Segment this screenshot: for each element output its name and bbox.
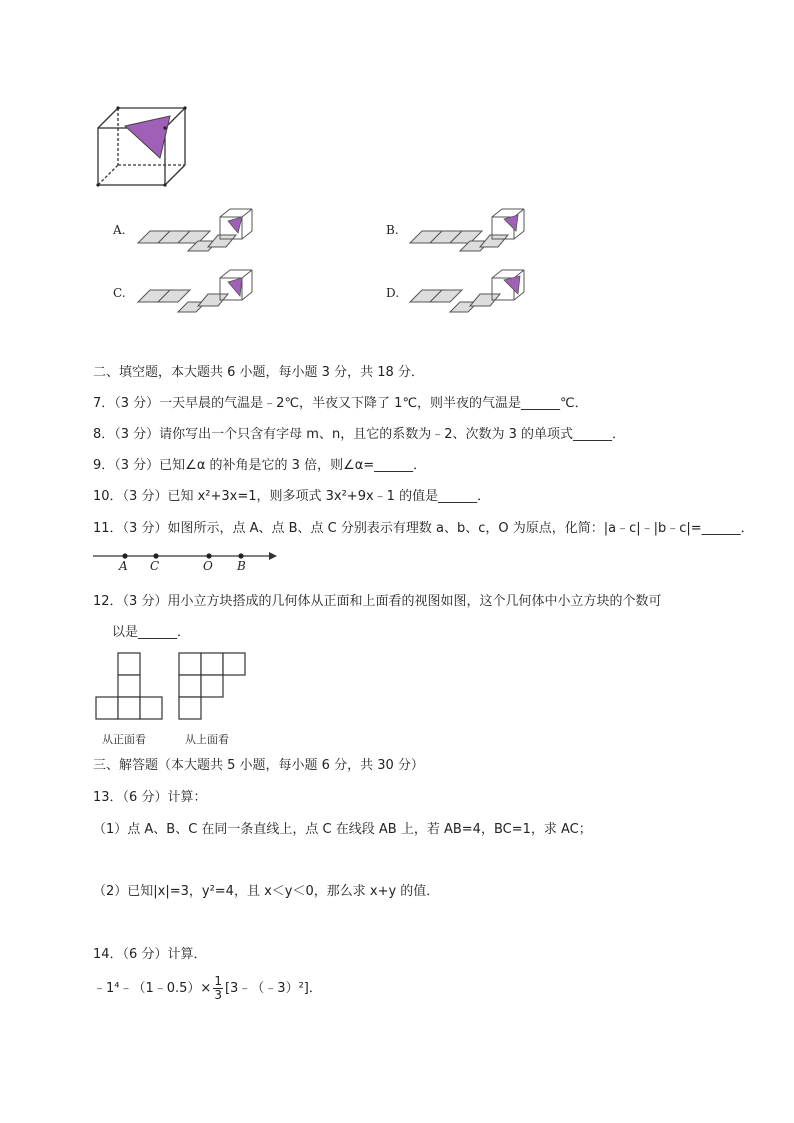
point-b-label: B: [237, 559, 246, 573]
question-12-line2: 以是______．: [112, 625, 191, 640]
question-13-part1: （1）点 A、B、C 在同一条直线上，点 C 在线段 AB 上，若 AB=4，BC=1，求 AC；: [93, 822, 592, 837]
option-d-net[interactable]: [408, 266, 538, 318]
question-12-line1: 12．（3 分）用小立方块搭成的几何体从正面和上面看的视图如图，这个几何体中小立方块的个数可: [93, 594, 662, 609]
point-o-label: O: [203, 559, 213, 573]
option-b-net[interactable]: [408, 205, 538, 255]
option-b-label[interactable]: B.: [386, 223, 399, 237]
point-a-label: A: [119, 559, 128, 573]
front-view-label: 从正面看: [102, 733, 146, 746]
question-7: 7．（3 分）一天早晨的气温是﹣2℃，半夜又下降了 1℃，则半夜的气温是______℃．: [93, 396, 588, 411]
top-view-grid: [178, 652, 248, 722]
question-9: 9．（3 分）已知∠α 的补角是它的 3 倍，则∠α=______．: [93, 458, 427, 473]
frac-denominator: 3: [214, 988, 222, 1002]
point-c-label: C: [150, 559, 160, 573]
option-d-label[interactable]: D.: [386, 286, 400, 300]
top-view-label: 从上面看: [185, 733, 229, 746]
option-a-label[interactable]: A.: [113, 223, 126, 237]
option-a-net[interactable]: [136, 205, 266, 255]
question-14-title: 14．（6 分）计算．: [93, 947, 207, 962]
cube-figure: [90, 100, 190, 192]
question-11: 11．（3 分）如图所示，点 A、点 B、点 C 分别表示有理数 a、b、c，O 为原点，化简：|a﹣c|﹣|b﹣c|=______．: [93, 521, 754, 536]
option-c-net[interactable]: [136, 266, 266, 318]
question-8: 8．（3 分）请你写出一个只含有字母 m、n，且它的系数为﹣2、次数为 3 的单项式______．: [93, 427, 626, 442]
expr-right: [3﹣（﹣3）²]．: [224, 981, 322, 996]
fraction-one-third: [213, 975, 223, 1002]
frac-numerator: 1: [214, 974, 222, 988]
question-13-title: 13．（6 分）计算：: [93, 790, 207, 805]
section2-heading: 二、填空题，本大题共 6 小题，每小题 3 分，共 18 分．: [93, 365, 424, 380]
section3-heading: 三、解答题（本大题共 5 小题，每小题 6 分，共 30 分）: [93, 758, 424, 773]
question-14-expression: [93, 974, 322, 1004]
question-13-part2: （2）已知|x|=3，y²=4，且 x＜y＜0，那么求 x+y 的值．: [93, 884, 440, 899]
front-view-grid: [95, 652, 165, 722]
question-10: 10．（3 分）已知 x²+3x=1，则多项式 3x²+9x﹣1 的值是______．: [93, 489, 491, 504]
expr-left: ﹣1⁴﹣（1﹣0.5）×: [93, 981, 212, 996]
option-c-label[interactable]: C.: [113, 286, 126, 300]
